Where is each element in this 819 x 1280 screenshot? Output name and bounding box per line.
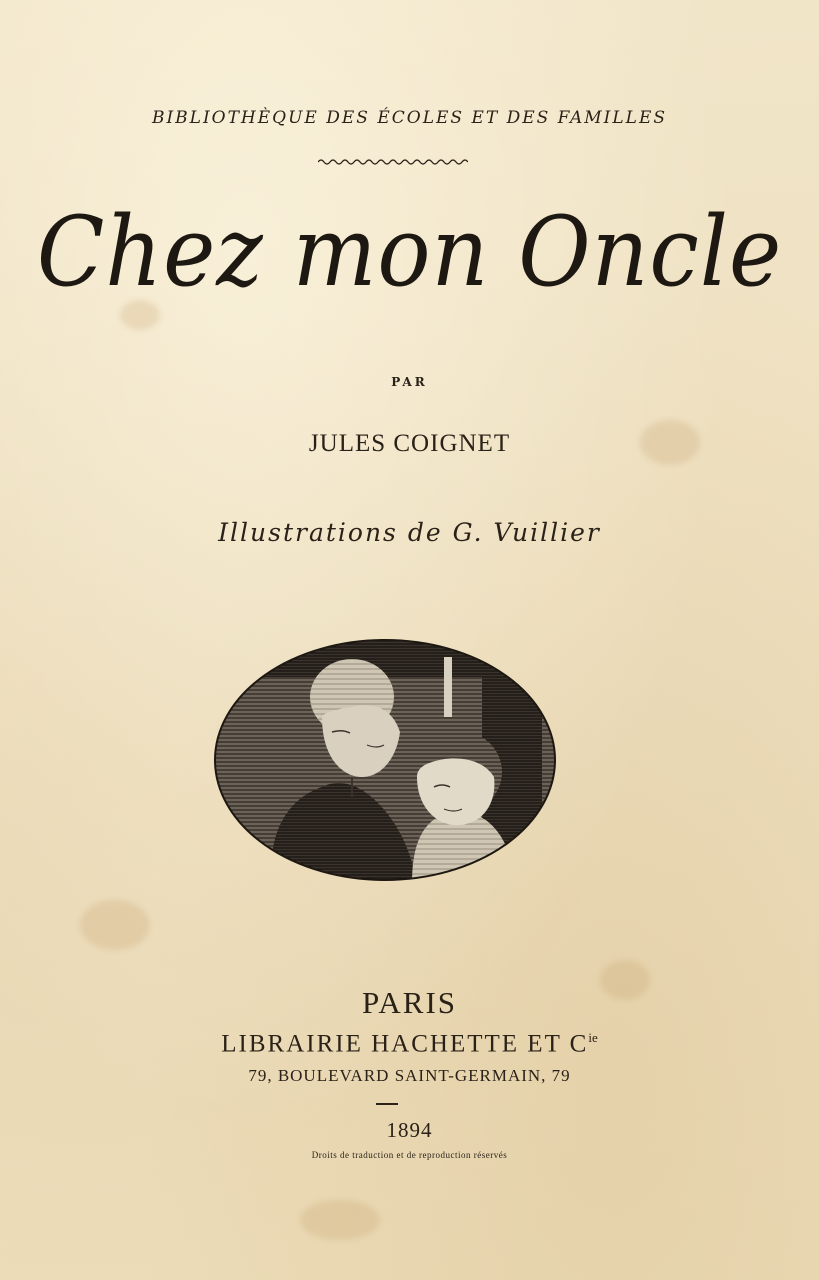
- paper-stain: [80, 900, 150, 950]
- publisher-name-suffix: ie: [588, 1030, 598, 1045]
- publisher-name-text: LIBRAIRIE HACHETTE ET C: [221, 1030, 589, 1058]
- paper-stain: [300, 1200, 380, 1240]
- illustrator-credit: Illustrations de G. Vuillier: [218, 518, 601, 547]
- engraved-vignette: [212, 637, 558, 883]
- publication-city: PARIS: [361, 985, 458, 1020]
- collection-name: BIBLIOTHÈQUE DES ÉCOLES ET DES FAMILLES: [151, 108, 668, 128]
- publisher-address: 79, BOULEVARD SAINT-GERMAIN, 79: [248, 1066, 571, 1085]
- publisher-name: [0, 1030, 819, 1058]
- by-label: PAR: [391, 375, 428, 389]
- author-name: JULES COIGNET: [308, 430, 511, 457]
- publication-year: 1894: [386, 1118, 433, 1142]
- rights-notice: Droits de traduction et de reproduction réservés: [311, 1150, 508, 1160]
- book-title: Chez mon Oncle: [36, 196, 783, 308]
- divider: [376, 1103, 398, 1105]
- ornamental-rule: [318, 156, 468, 168]
